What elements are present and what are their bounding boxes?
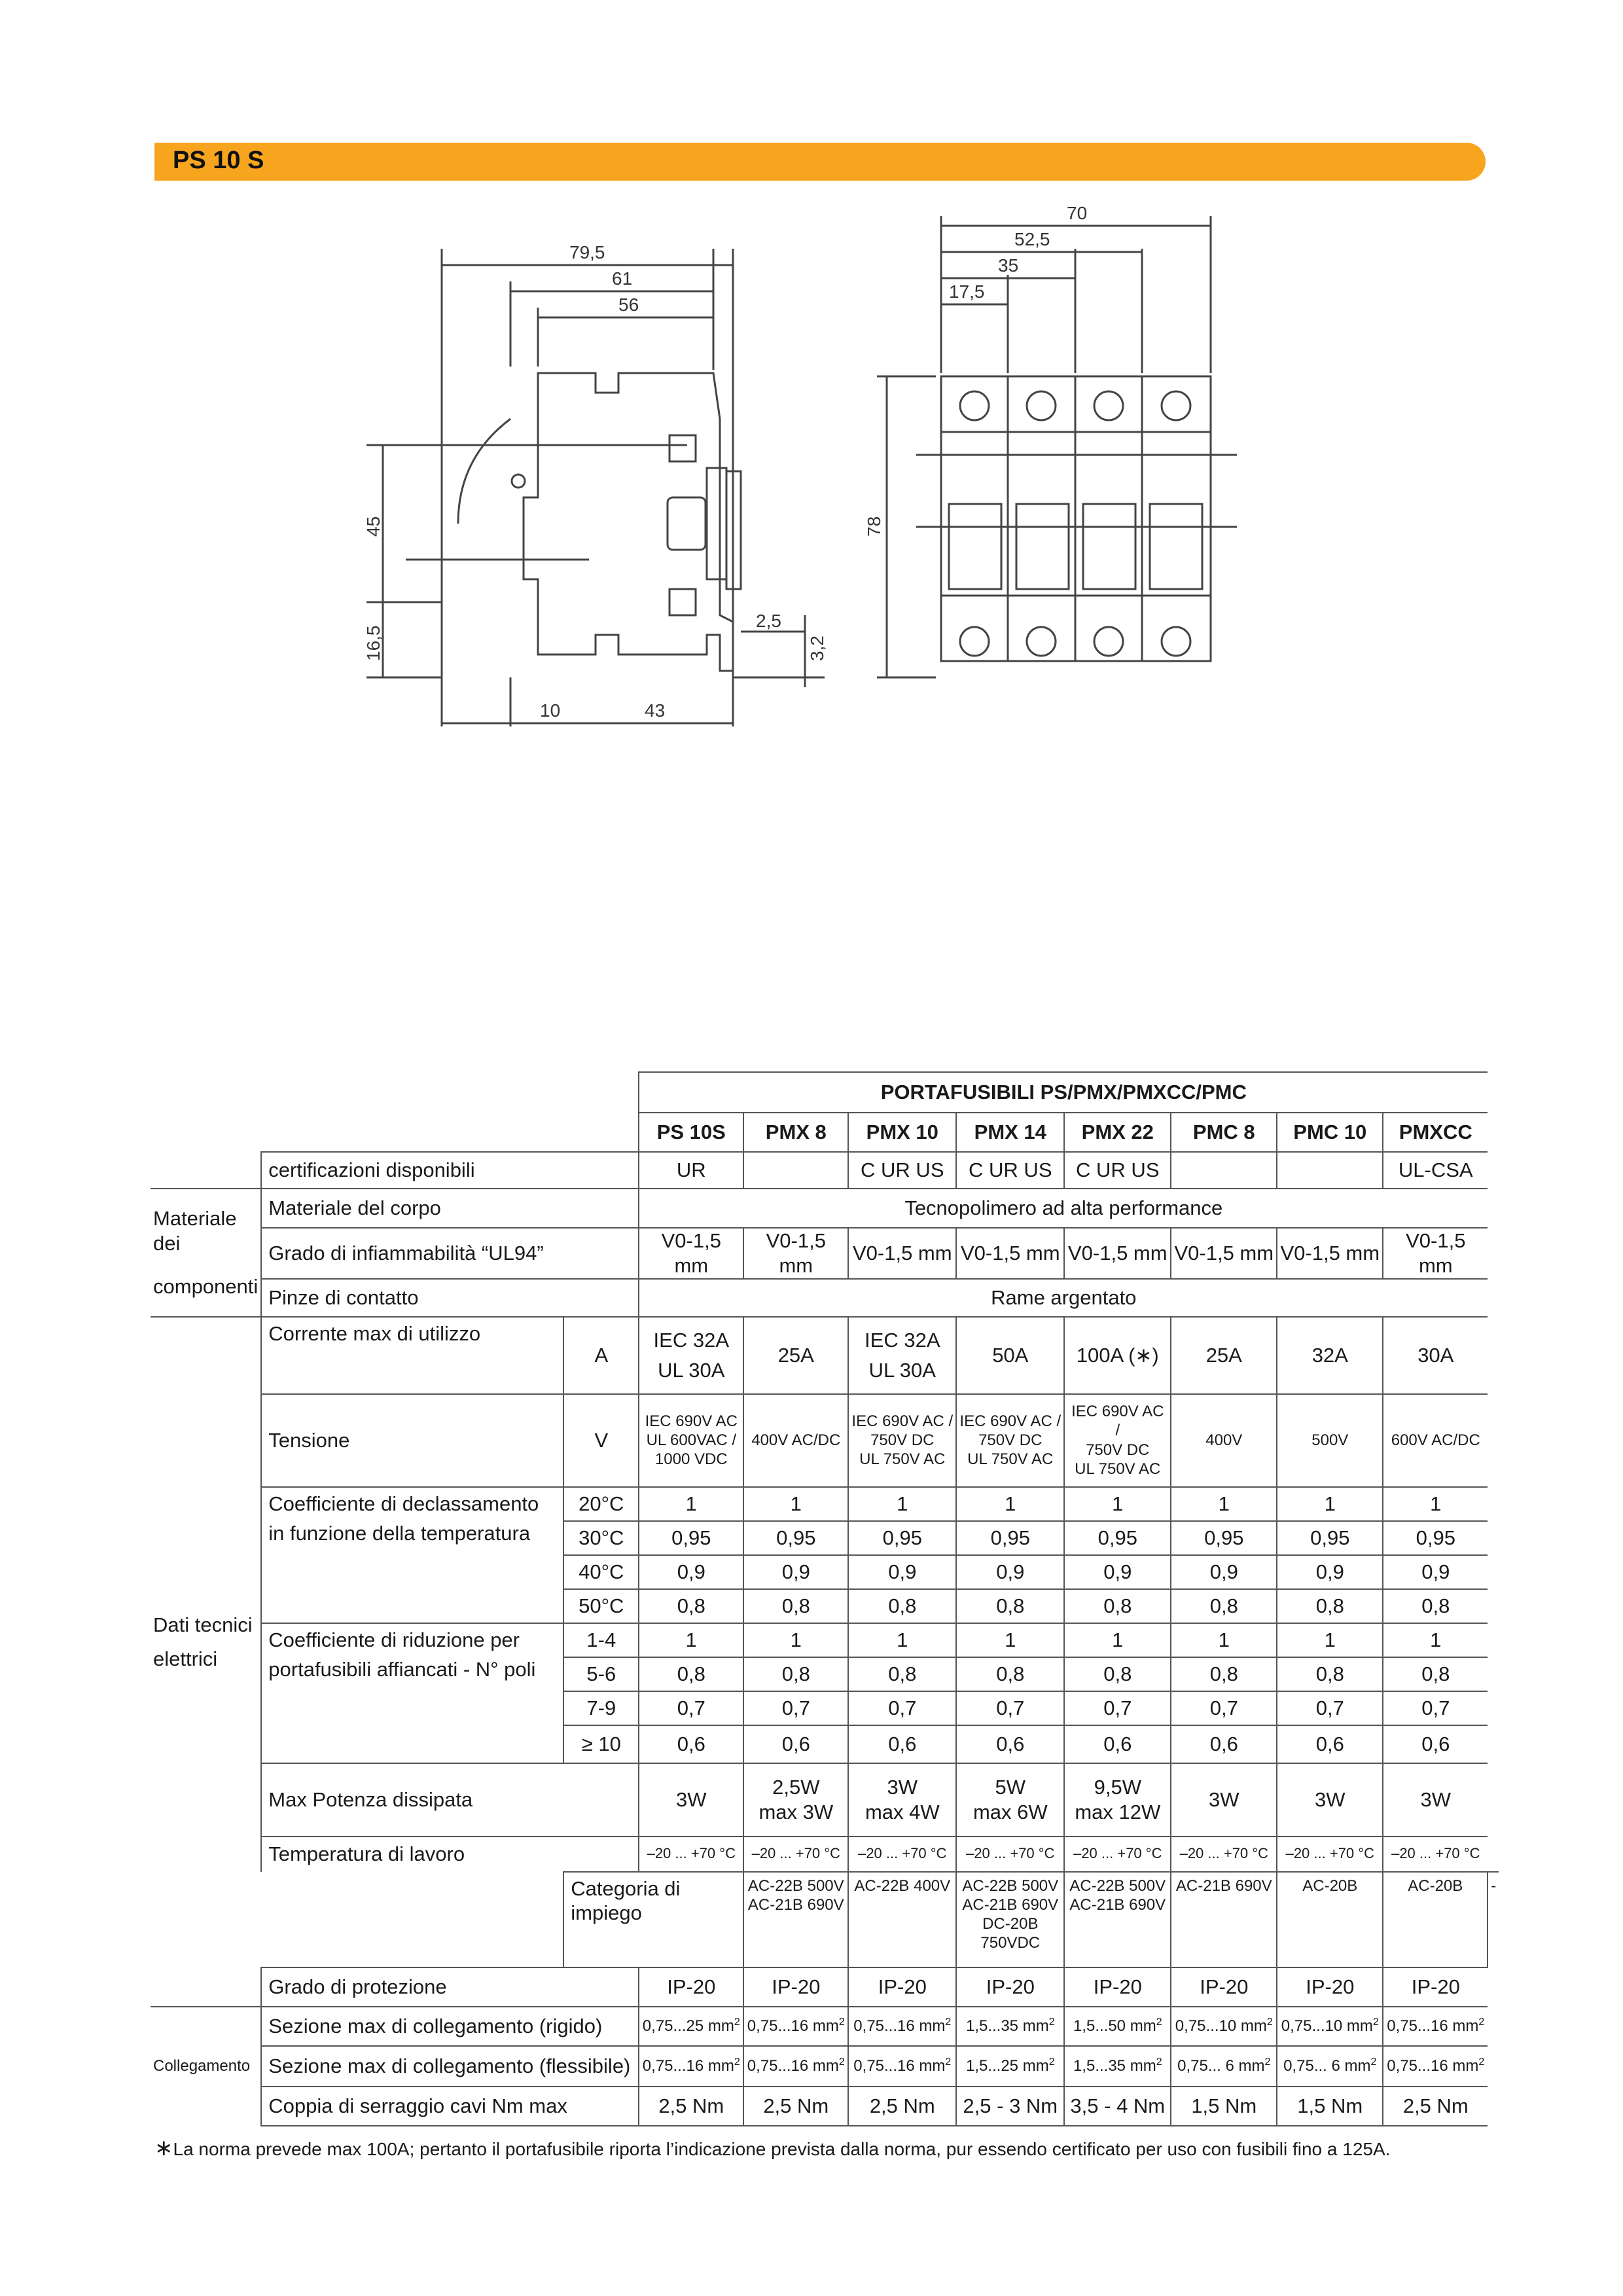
cell: 1,5...35 $mm^2$ (956, 2007, 1064, 2046)
cell: 0,7 (848, 1691, 956, 1725)
section-label: Dati tecnici (153, 1613, 253, 1637)
cell: 3W max 4W (848, 1763, 956, 1837)
cell: 0,7 (1171, 1691, 1277, 1725)
cell: –20 ... +70 °C (639, 1837, 743, 1872)
section-materiale (151, 1189, 261, 1317)
cell: 1,5 Nm (1171, 2087, 1277, 2126)
side-view (366, 249, 825, 726)
model-header: PMX 14 (956, 1113, 1064, 1152)
cell: 0,6 (639, 1725, 743, 1763)
cell: 0,8 (956, 1657, 1064, 1691)
row-label: Grado di protezione (261, 1967, 639, 2007)
cell: 1 (639, 1623, 743, 1657)
table-row (151, 1189, 1499, 1228)
cell: 0,9 (1171, 1555, 1277, 1589)
cell: IEC 690V AC / 750V DC UL 750V AC (1064, 1394, 1171, 1487)
cell: 0,9 (1383, 1555, 1488, 1589)
section-label: Materiale dei (153, 1207, 237, 1255)
cell: V0-1,5 mm (1277, 1228, 1383, 1279)
row-label: certificazioni disponibili (261, 1152, 639, 1189)
cell: 0,95 (743, 1521, 848, 1555)
section-collegamento: Collegamento (151, 2007, 261, 2126)
cell: IEC 690V AC / 750V DC UL 750V AC (848, 1394, 956, 1487)
cell: C UR US (848, 1152, 956, 1189)
cell: AC-22B 400V (848, 1872, 956, 1967)
page-title: PS 10 S (173, 147, 264, 174)
cell: 0,95 (1171, 1521, 1277, 1555)
cell: 50A (956, 1317, 1064, 1394)
cell: AC-21B 690V (1171, 1872, 1277, 1967)
row-label: Materiale del corpo (261, 1189, 639, 1228)
cell: 2,5 - 3 Nm (956, 2087, 1064, 2126)
row-label: Sezione max di collegamento (flessibile) (261, 2046, 639, 2087)
cell: 0,9 (956, 1555, 1064, 1589)
cell: 3W (1277, 1763, 1383, 1837)
sub-key: 20°C (563, 1487, 639, 1521)
cell: 0,9 (639, 1555, 743, 1589)
unit: V (563, 1394, 639, 1487)
cell: 0,95 (1383, 1521, 1488, 1555)
cell: 0,75...25 $mm^2$ (639, 2007, 743, 2046)
cell: 0,8 (956, 1589, 1064, 1623)
section-label: componenti (153, 1274, 259, 1298)
cell: 0,95 (1064, 1521, 1171, 1555)
cell: IP-20 (1383, 1967, 1488, 2007)
cell: 1 (1171, 1623, 1277, 1657)
cell: AC-22B 500V AC-21B 690V (743, 1872, 848, 1967)
cell: 0,8 (1171, 1589, 1277, 1623)
cell: –20 ... +70 °C (1277, 1837, 1383, 1872)
row-label: Max Potenza dissipata (261, 1763, 639, 1837)
cell: 1,5 Nm (1277, 2087, 1383, 2126)
cell: 400V (1171, 1394, 1277, 1487)
sub-key: 1-4 (563, 1623, 639, 1657)
cell: 600V AC/DC (1383, 1394, 1488, 1487)
table-row (151, 1837, 1499, 1872)
cell: 30A (1383, 1317, 1488, 1394)
cell: 100A (∗) (1064, 1317, 1171, 1394)
cell: 0,8 (639, 1589, 743, 1623)
cell: 2,5 Nm (848, 2087, 956, 2126)
cell (1277, 1152, 1383, 1189)
sub-key: 5-6 (563, 1657, 639, 1691)
cell: V0-1,5 mm (639, 1228, 743, 1279)
table-row (151, 2087, 1499, 2126)
spec-table (151, 1071, 1499, 2126)
cell: 0,8 (1064, 1657, 1171, 1691)
cell: 1 (1171, 1487, 1277, 1521)
cell: AC-20B (1383, 1872, 1488, 1967)
cell: 0,75...16 $mm^2$ (1383, 2007, 1488, 2046)
svg-text:3,2: 3,2 (807, 636, 827, 661)
models-header-row (151, 1113, 1499, 1152)
cell: AC-22B 500V AC-21B 690V (1064, 1872, 1171, 1967)
cell: V0-1,5 mm (956, 1228, 1064, 1279)
cell: 0,8 (1277, 1657, 1383, 1691)
cell: 0,8 (848, 1589, 956, 1623)
sub-key: 50°C (563, 1589, 639, 1623)
cell: –20 ... +70 °C (848, 1837, 956, 1872)
row-label: Grado di infiammabilità “UL94” (261, 1228, 639, 1279)
cell: 0,9 (1277, 1555, 1383, 1589)
cell: 1 (956, 1487, 1064, 1521)
cell: 2,5 Nm (639, 2087, 743, 2126)
cell: C UR US (1064, 1152, 1171, 1189)
model-header: PMX 22 (1064, 1113, 1171, 1152)
svg-text:16,5: 16,5 (363, 625, 383, 661)
cell: –20 ... +70 °C (956, 1837, 1064, 1872)
cell: 25A (1171, 1317, 1277, 1394)
cell: IP-20 (743, 1967, 848, 2007)
cell: IP-20 (956, 1967, 1064, 2007)
cell: V0-1,5 mm (1383, 1228, 1488, 1279)
cell: IEC 690V AC / 750V DC UL 750V AC (956, 1394, 1064, 1487)
table-row (151, 1872, 1499, 1967)
cell: 0,8 (1064, 1589, 1171, 1623)
svg-text:70: 70 (1067, 203, 1088, 223)
cell: 2,5W max 3W (743, 1763, 848, 1837)
cell: 0,8 (1383, 1589, 1488, 1623)
cell: 0,7 (639, 1691, 743, 1725)
cell: 9,5W max 12W (1064, 1763, 1171, 1837)
sub-key: 30°C (563, 1521, 639, 1555)
cell: 0,75... 6 $mm^2$ (1277, 2046, 1383, 2087)
table-row (151, 1317, 1499, 1394)
cell: 1,5...25 $mm^2$ (956, 2046, 1064, 2087)
cell: 0,8 (743, 1657, 848, 1691)
cell: 0,6 (1383, 1725, 1488, 1763)
row-label: Corrente max di utilizzo (261, 1317, 563, 1394)
section-dati (151, 1317, 261, 1967)
svg-text:45: 45 (363, 516, 383, 537)
cell: 2,5 Nm (743, 2087, 848, 2126)
row-label: Sezione max di collegamento (rigido) (261, 2007, 639, 2046)
cell: 1,5...50 $mm^2$ (1064, 2007, 1171, 2046)
asterisk-icon: ∗ (154, 2136, 173, 2161)
cell: 0,95 (639, 1521, 743, 1555)
cell: 0,9 (743, 1555, 848, 1589)
row-label: Coppia di serraggio cavi Nm max (261, 2087, 639, 2126)
svg-text:78: 78 (864, 516, 884, 537)
cell: 400V AC/DC (743, 1394, 848, 1487)
model-header: PMC 8 (1171, 1113, 1277, 1152)
cell: IP-20 (1277, 1967, 1383, 2007)
table-row (151, 1763, 1499, 1837)
svg-text:61: 61 (612, 268, 633, 289)
cell: 0,75...16 $mm^2$ (848, 2007, 956, 2046)
cell: Tecnopolimero ad alta performance (639, 1189, 1488, 1228)
cell: UR (639, 1152, 743, 1189)
cell: 3W (1171, 1763, 1277, 1837)
cell: IEC 32A UL 30A (848, 1317, 956, 1394)
cell: 0,75... 6 $mm^2$ (1171, 2046, 1277, 2087)
cell (743, 1152, 848, 1189)
front-view (877, 216, 1237, 677)
cell: UL-CSA (1383, 1152, 1488, 1189)
model-header: PS 10S (639, 1113, 743, 1152)
cell: 0,6 (1064, 1725, 1171, 1763)
sub-key: 7-9 (563, 1691, 639, 1725)
model-header: PMC 10 (1277, 1113, 1383, 1152)
cell: 0,6 (1277, 1725, 1383, 1763)
row-label: Categoria di impiego (563, 1872, 743, 1967)
cell: Rame argentato (639, 1279, 1488, 1317)
cell: 1 (956, 1623, 1064, 1657)
cell: 0,8 (1171, 1657, 1277, 1691)
cell: 3,5 - 4 Nm (1064, 2087, 1171, 2126)
cell: C UR US (956, 1152, 1064, 1189)
cell: 500V (1277, 1394, 1383, 1487)
technical-drawing (0, 0, 1623, 851)
svg-text:79,5: 79,5 (569, 242, 605, 262)
row-label: Tensione (261, 1394, 563, 1487)
cell: 1 (1277, 1487, 1383, 1521)
cell: 0,7 (956, 1691, 1064, 1725)
model-header: PMX 8 (743, 1113, 848, 1152)
cell: 3W (1383, 1763, 1488, 1837)
section-label: elettrici (153, 1647, 218, 1671)
cell: 0,8 (1383, 1657, 1488, 1691)
cell: 25A (743, 1317, 848, 1394)
svg-text:56: 56 (618, 295, 639, 315)
table-row (151, 2046, 1499, 2087)
cell: 1 (848, 1623, 956, 1657)
cell: 0,9 (1064, 1555, 1171, 1589)
cell: 0,95 (956, 1521, 1064, 1555)
cell: 1 (743, 1623, 848, 1657)
cell: 0,8 (848, 1657, 956, 1691)
cell: 1 (1064, 1623, 1171, 1657)
cell: 0,75...16 $mm^2$ (1383, 2046, 1488, 2087)
cell: 1 (1064, 1487, 1171, 1521)
cell: IEC 690V AC UL 600VAC / 1000 VDC (639, 1394, 743, 1487)
cell: AC-20B (1277, 1872, 1383, 1967)
cell: 0,95 (1277, 1521, 1383, 1555)
cell: 1 (639, 1487, 743, 1521)
cell: 0,6 (956, 1725, 1064, 1763)
cell: V0-1,5 mm (848, 1228, 956, 1279)
footnote (154, 2135, 1390, 2161)
cell: 0,8 (1277, 1589, 1383, 1623)
sub-key: ≥ 10 (563, 1725, 639, 1763)
cell: 5W max 6W (956, 1763, 1064, 1837)
svg-text:2,5: 2,5 (756, 611, 781, 631)
cell: IP-20 (1171, 1967, 1277, 2007)
cell: 1,5...35 $mm^2$ (1064, 2046, 1171, 2087)
cell: 1 (848, 1487, 956, 1521)
cell: 0,75...10 $mm^2$ (1277, 2007, 1383, 2046)
table-row (151, 1623, 1499, 1657)
row-label: Pinze di contatto (261, 1279, 639, 1317)
cell: 32A (1277, 1317, 1383, 1394)
row-label: Coefficiente di riduzione per portafusibili affiancati - N° poli (261, 1623, 563, 1763)
row-label: Temperatura di lavoro (261, 1837, 639, 1872)
table-row (151, 1967, 1499, 2007)
cell: V0-1,5 mm (1171, 1228, 1277, 1279)
unit: A (563, 1317, 639, 1394)
cell: 0,75...10 $mm^2$ (1171, 2007, 1277, 2046)
cell: 0,7 (1383, 1691, 1488, 1725)
table-row (151, 1394, 1499, 1487)
cell: –20 ... +70 °C (1383, 1837, 1488, 1872)
cell: IEC 32A UL 30A (639, 1317, 743, 1394)
row-label: Coefficiente di declassamento in funzione della temperatura (261, 1487, 563, 1623)
cell: 1 (1383, 1487, 1488, 1521)
cell: 0,95 (848, 1521, 956, 1555)
cell: V0-1,5 mm (1064, 1228, 1171, 1279)
group-title: PORTAFUSIBILI PS/PMX/PMXCC/PMC (639, 1072, 1488, 1113)
cell: IP-20 (1064, 1967, 1171, 2007)
cell: 0,7 (1064, 1691, 1171, 1725)
cell: AC-22B 500V AC-21B 690V DC-20B 750VDC (956, 1872, 1064, 1967)
table-row (151, 2007, 1499, 2046)
cell: –20 ... +70 °C (743, 1837, 848, 1872)
cell: 0,75...16 $mm^2$ (743, 2007, 848, 2046)
cell: 1 (1277, 1623, 1383, 1657)
table-row (151, 1152, 1499, 1189)
svg-text:10: 10 (540, 700, 561, 721)
table-row (151, 1279, 1499, 1317)
cell: 0,9 (848, 1555, 956, 1589)
cell: 0,6 (1171, 1725, 1277, 1763)
cell: - (1488, 1872, 1499, 1967)
cell: IP-20 (848, 1967, 956, 2007)
svg-text:17,5: 17,5 (949, 281, 985, 302)
model-header: PMX 10 (848, 1113, 956, 1152)
cell: 0,6 (743, 1725, 848, 1763)
cell (1171, 1152, 1277, 1189)
cell: 0,75...16 $mm^2$ (743, 2046, 848, 2087)
cell: IP-20 (639, 1967, 743, 2007)
svg-text:35: 35 (998, 255, 1019, 276)
cell: 0,7 (1277, 1691, 1383, 1725)
cell: 0,6 (848, 1725, 956, 1763)
svg-text:52,5: 52,5 (1014, 229, 1050, 249)
table-row (151, 1228, 1499, 1279)
footnote-text: La norma prevede max 100A; pertanto il portafusibile riporta l’indicazione prevista dalla norma, pur essendo certificato per uso con fusibili fino a 125A. (173, 2139, 1391, 2159)
cell: V0-1,5 mm (743, 1228, 848, 1279)
table-row (151, 1487, 1499, 1521)
model-header: PMXCC (1383, 1113, 1488, 1152)
cell: –20 ... +70 °C (1171, 1837, 1277, 1872)
svg-text:43: 43 (645, 700, 666, 721)
cell: –20 ... +70 °C (1064, 1837, 1171, 1872)
cell: 0,8 (743, 1589, 848, 1623)
cell: 1 (743, 1487, 848, 1521)
sub-key: 40°C (563, 1555, 639, 1589)
cell: 0,8 (639, 1657, 743, 1691)
cell: 0,7 (743, 1691, 848, 1725)
cell: 0,75...16 $mm^2$ (848, 2046, 956, 2087)
cell: 0,75...16 $mm^2$ (639, 2046, 743, 2087)
cell: 1 (1383, 1623, 1488, 1657)
cell: 2,5 Nm (1383, 2087, 1488, 2126)
group-title-row (151, 1072, 1499, 1113)
cell: 3W (639, 1763, 743, 1837)
